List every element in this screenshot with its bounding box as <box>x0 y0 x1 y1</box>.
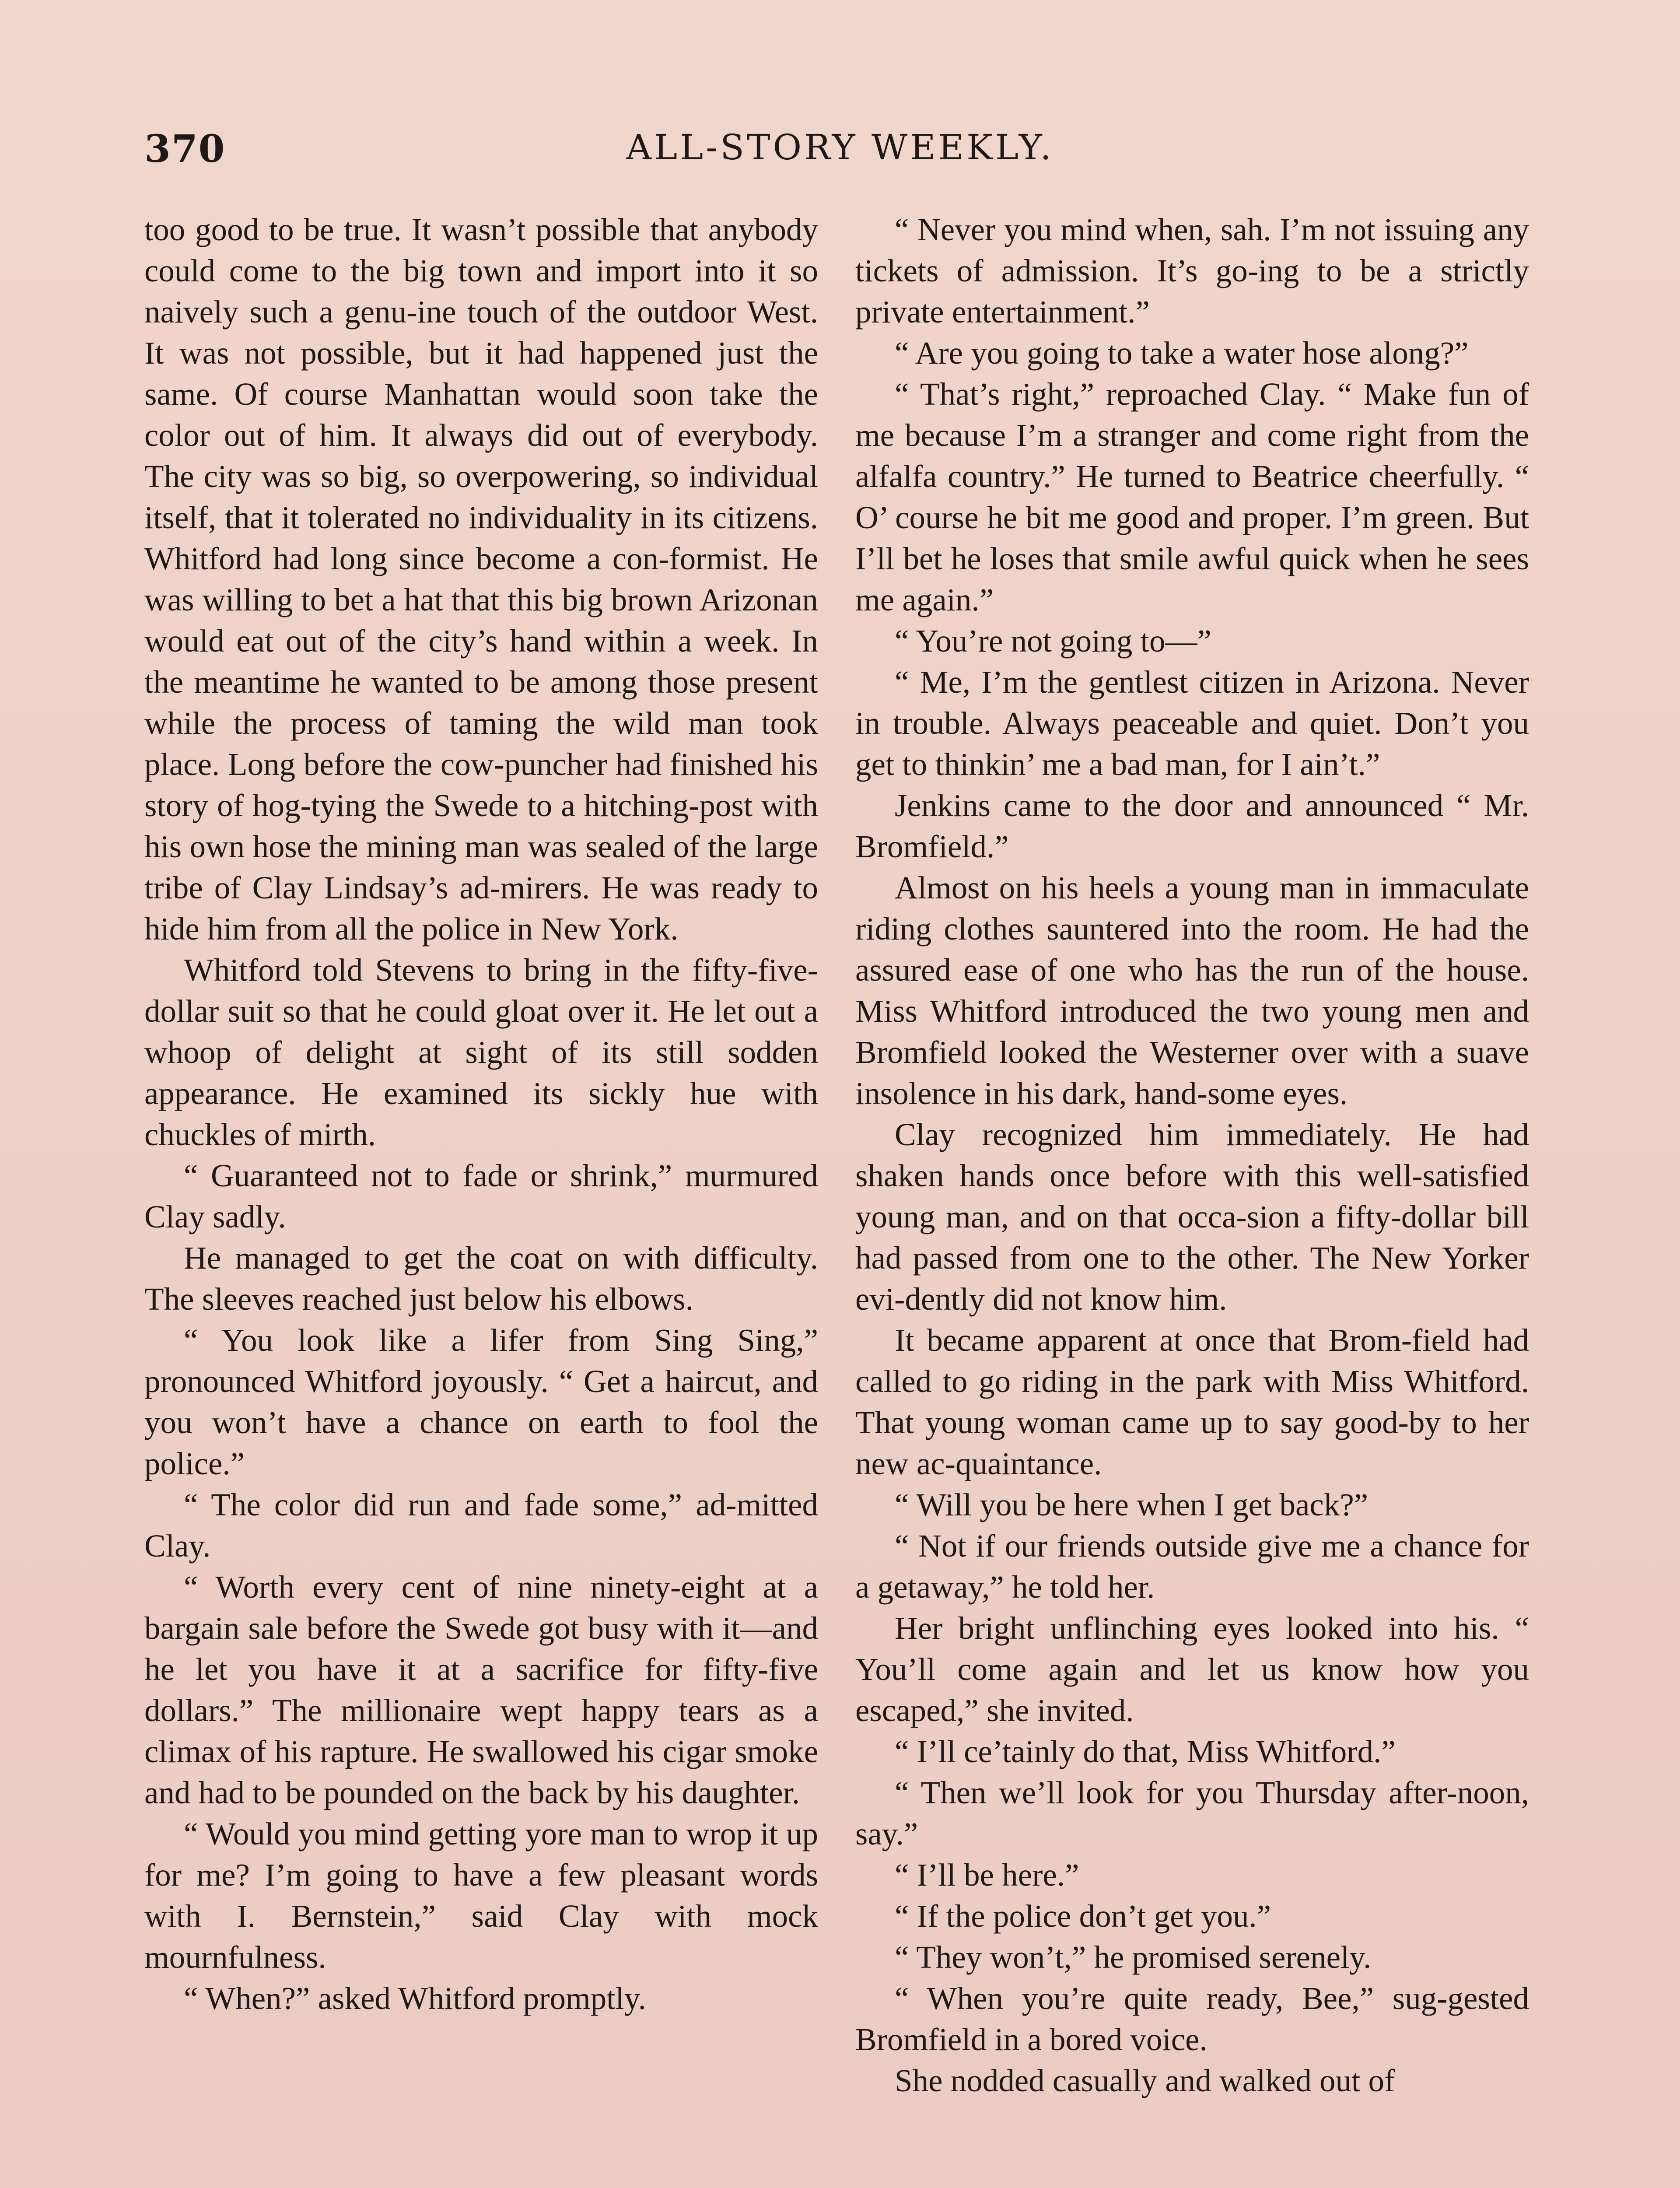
page-number: 370 <box>144 127 226 171</box>
paragraph: “ Then we’ll look for you Thursday after-noon, say.” <box>855 1775 1529 1851</box>
paragraph: “ Worth every cent of nine ninety-eight at a bargain sale before the Swede got busy with it—and he let you have it at a sacrifice for fifty-five dollars.” The millionaire wept happy tears as a climax of his rapture. He swallowed his cigar smoke and had to be pounded on the back by his daughter. <box>144 1569 818 1810</box>
paragraph: “ Are you going to take a water hose along?” <box>895 335 1469 371</box>
paragraph: Jenkins came to the door and announced “ Mr. Bromfield.” <box>855 788 1529 864</box>
left-column <box>144 209 818 2188</box>
paragraph: “ Not if our friends outside give me a chance for a getaway,” he told her. <box>855 1528 1529 1605</box>
paragraph: “ They won’t,” he promised serenely. <box>895 1939 1372 1975</box>
right-column <box>855 209 1529 2188</box>
paragraph: too good to be true. It wasn’t possible that anybody could come to the big town and import into it so naively such a genu-ine touch of the outdoor West. It was not possible, but it had happened just the same. Of course Manhattan would soon take the color out of him. It always did out of everybody. The city was so big, so overpowering, so individual itself, that it tolerated no individuality in its citizens. Whitford had long since become a con-formist. He was willing to bet a hat that this big brown Arizonan would eat out of the city’s hand within a week. In the meantime he wanted to be among those present while the process of taming the wild man took place. Long before the cow-puncher had finished his story of hog-tying the Swede to a hitching-post with his own hose the mining man was sealed of the large tribe of Clay Lindsay’s ad-mirers. He was ready to hide him from all the police in New York. <box>144 212 818 947</box>
paragraph: She nodded casually and walked out of <box>895 2063 1395 2098</box>
paragraph: Clay recognized him immediately. He had shaken hands once before with this well-satisfied young man, and on that occa-sion a fifty-dollar bill had passed from one to the other. The New Yorker evi-dently did not know him. <box>855 1117 1529 1317</box>
paragraph: “ That’s right,” reproached Clay. “ Make fun of me because I’m a stranger and come right from the alfalfa country.” He turned to Beatrice cheerfully. “ O’ course he bit me good and proper. I’m green. But I’ll bet he loses that smile awful quick when he sees me again.” <box>855 376 1529 617</box>
paragraph: “ Will you be here when I get back?” <box>895 1487 1368 1522</box>
paragraph: “ Guaranteed not to fade or shrink,” murmured Clay sadly. <box>144 1158 818 1234</box>
paragraph: “ You look like a lifer from Sing Sing,” pronounced Whitford joyously. “ Get a haircut, and you won’t have a chance on earth to fool the police.” <box>144 1322 818 1481</box>
paragraph: Almost on his heels a young man in immaculate riding clothes sauntered into the room. He had the assured ease of one who has the run of the house. Miss Whitford introduced the two young men and Bromfield looked the Westerner over with a suave insolence in his dark, hand-some eyes. <box>855 870 1529 1111</box>
paragraph: “ I’ll be here.” <box>895 1857 1079 1893</box>
paragraph: It became apparent at once that Brom-field had called to go riding in the park with Miss Whitford. That young woman came up to say good-by to her new ac-quaintance. <box>855 1322 1529 1481</box>
paragraph: “ Would you mind getting yore man to wrop it up for me? I’m going to have a few pleasant words with I. Bernstein,” said Clay with mock mournfulness. <box>144 1816 818 1975</box>
paragraph: “ If the police don’t get you.” <box>895 1898 1271 1934</box>
paragraph: He managed to get the coat on with difficulty. The sleeves reached just below his elbows. <box>144 1240 818 1317</box>
paragraph: “ I’ll ce’tainly do that, Miss Whitford.” <box>895 1734 1396 1769</box>
paragraph: “ Never you mind when, sah. I’m not issuing any tickets of admission. It’s go-ing to be a strictly private entertainment.” <box>855 212 1529 330</box>
paragraph: “ The color did run and fade some,” ad-mitted Clay. <box>144 1487 818 1564</box>
paragraph: “ Me, I’m the gentlest citizen in Arizona. Never in trouble. Always peaceable and quiet. Don’t you get to thinkin’ me a bad man, for I ain’t.” <box>855 664 1529 782</box>
paragraph: “ When?” asked Whitford promptly. <box>184 1981 646 2016</box>
page-header <box>144 127 1536 179</box>
paragraph: “ When you’re quite ready, Bee,” sug-gested Bromfield in a bored voice. <box>855 1981 1529 2057</box>
paragraph: Whitford told Stevens to bring in the fifty-five-dollar suit so that he could gloat over it. He let out a whoop of delight at sight of its still sodden appearance. He examined its sickly hue with chuckles of mirth. <box>144 952 818 1152</box>
running-title: ALL-STORY WEEKLY. <box>626 127 1054 168</box>
paragraph: “ You’re not going to—” <box>895 623 1211 659</box>
paragraph: Her bright unflinching eyes looked into his. “ You’ll come again and let us know how you escaped,” she invited. <box>855 1610 1529 1728</box>
